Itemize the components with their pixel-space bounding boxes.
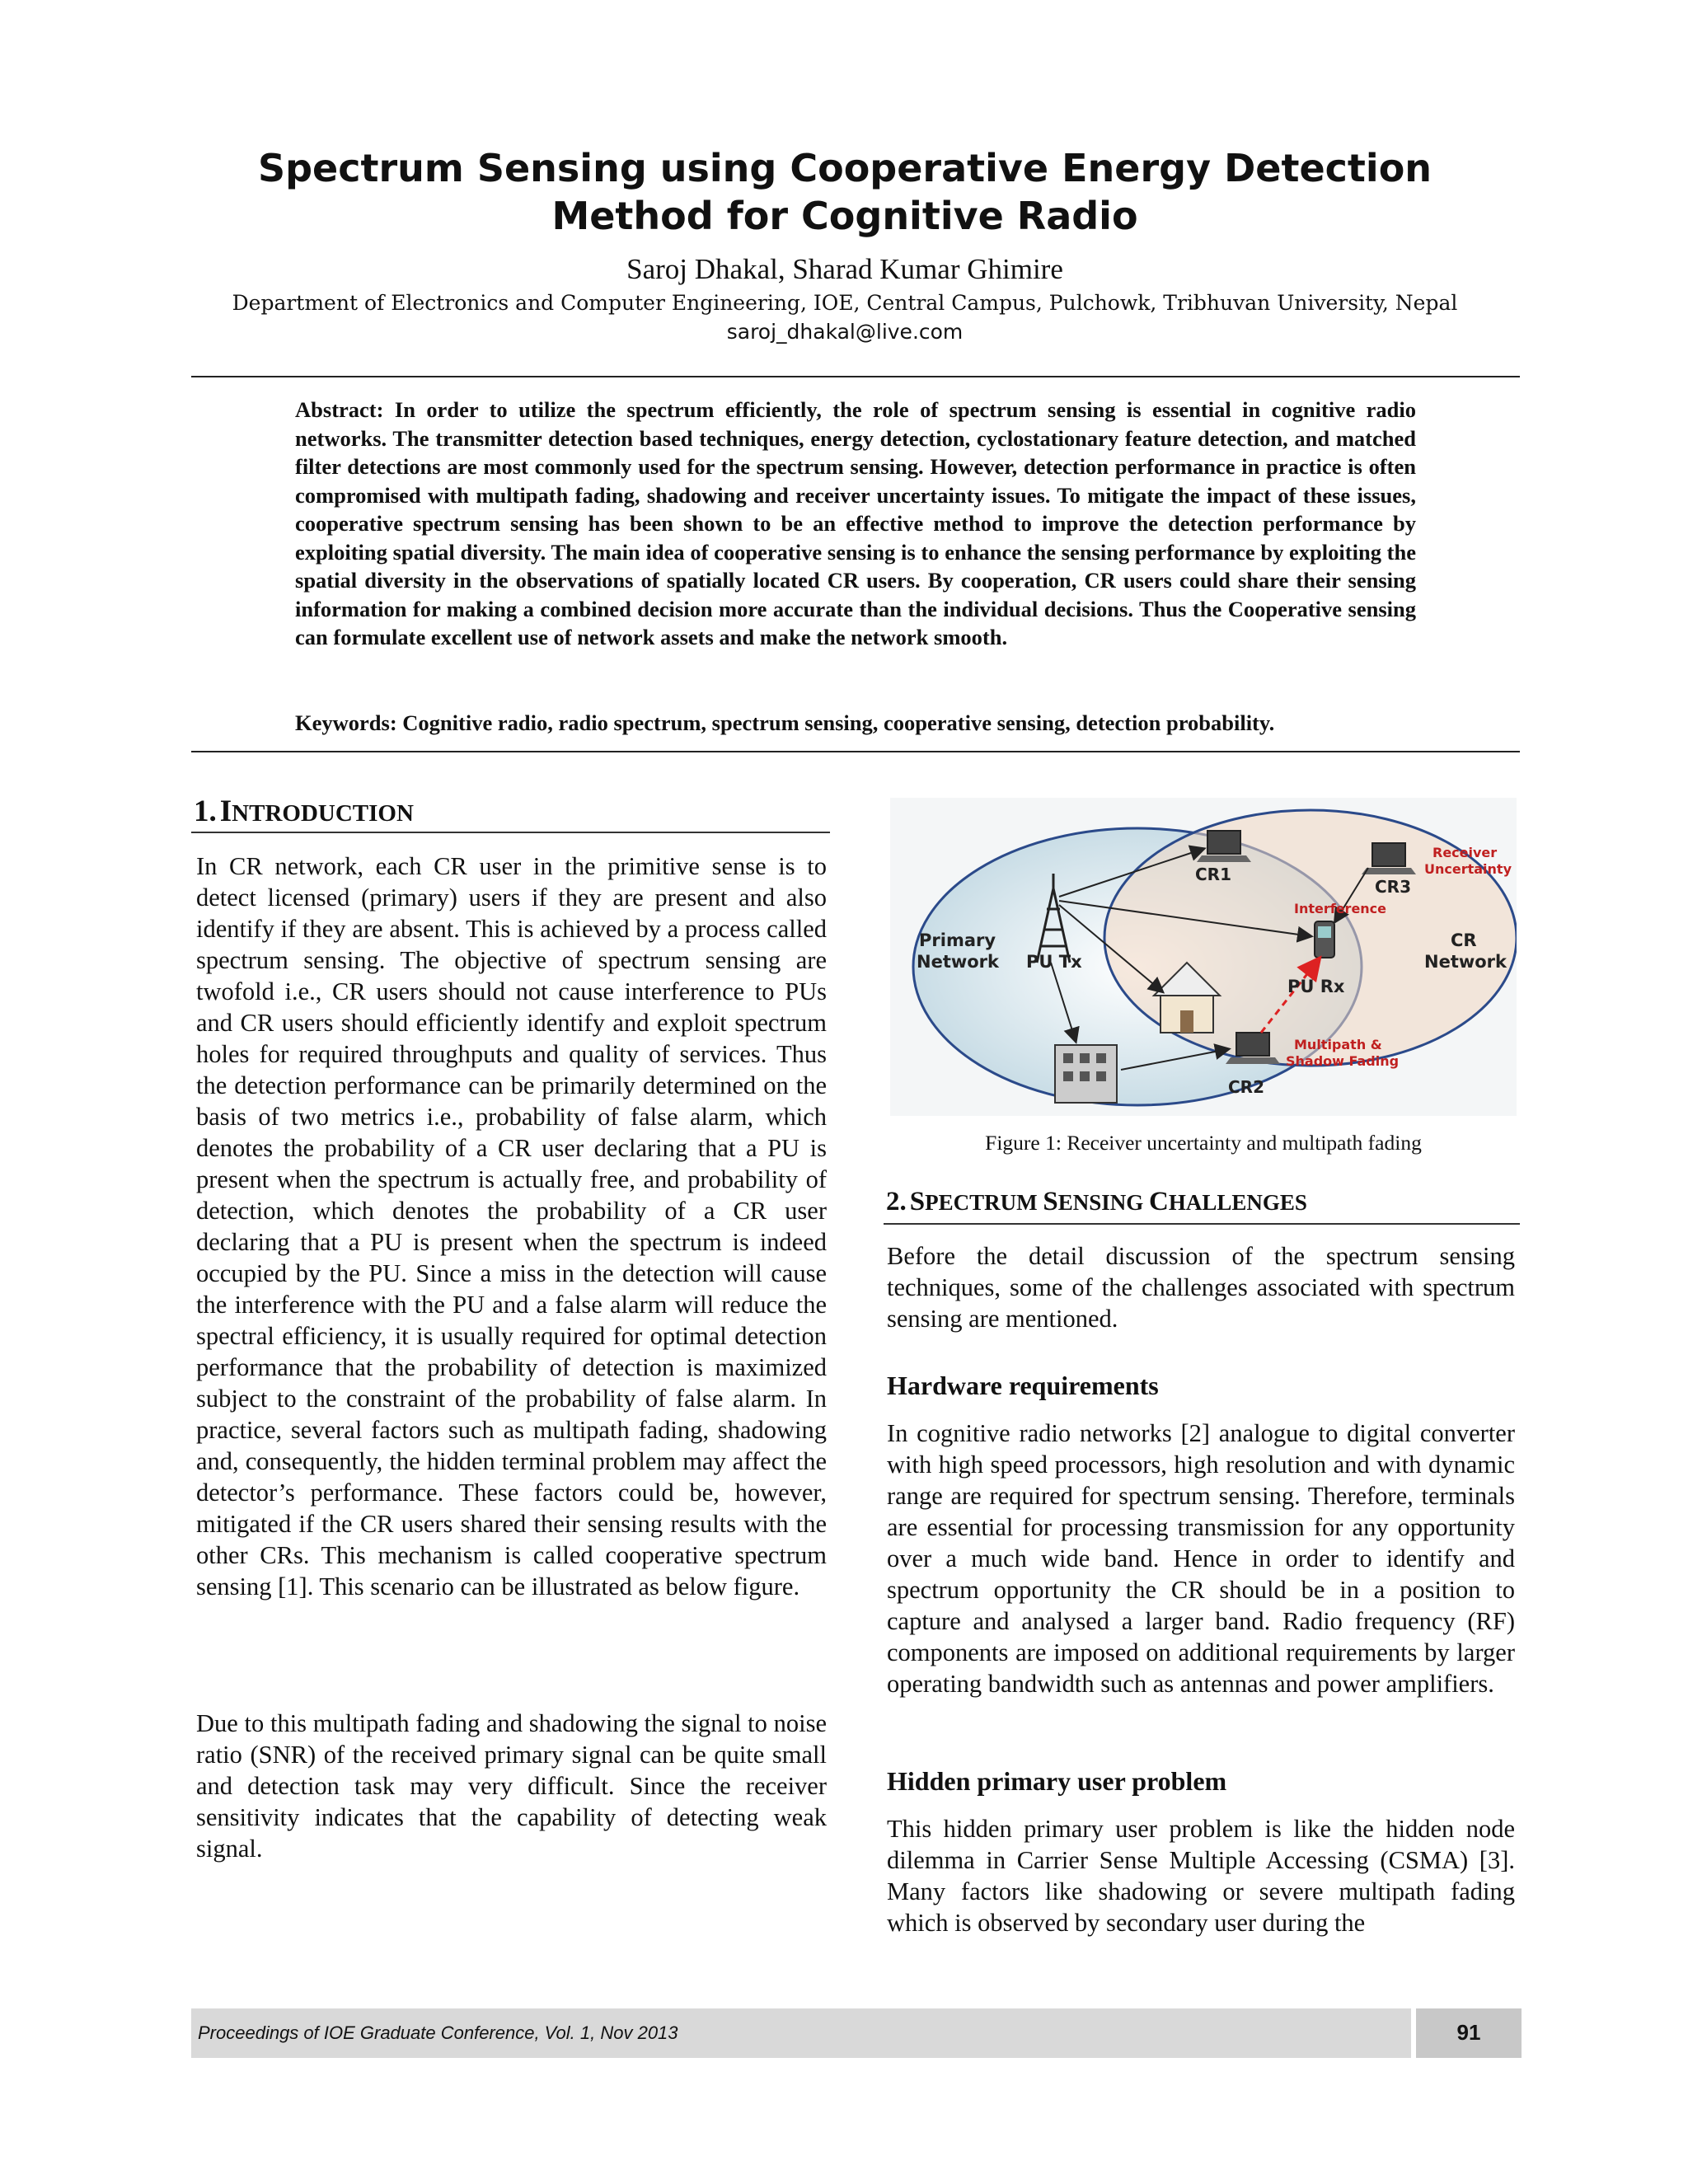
section-1-heading (194, 794, 414, 829)
section-2-title-part: C (1149, 1187, 1169, 1216)
label-cr-network-2: Network (1424, 952, 1507, 972)
keywords-text: Cognitive radio, radio spectrum, spectrum sensing, cooperative sensing, detection probability. (402, 710, 1275, 735)
label-pu-tx: PU Tx (1026, 952, 1082, 972)
label-cr1: CR1 (1195, 865, 1231, 884)
hidden-primary-user-heading: Hidden primary user problem (887, 1766, 1227, 1796)
abstract-label: Abstract: (295, 397, 384, 422)
label-receiver: Receiver (1432, 845, 1498, 860)
section-2-title-part: S (1043, 1187, 1058, 1216)
intro-paragraph-1: In CR network, each CR user in the primitive sense is to detect licensed (primary) users if they are present and also identify if they are absent. This is achieved by a process called spectrum sensing. The objective of spectrum sensing are twofold i.e., CR users should not cause interference to PUs and CR users should efficiently identify and exploit spectrum holes for required throughputs and quality of services. Thus the detection performance can be primarily determined on the basis of two metrics i.e., probability of false alarm, which denotes the probability of a CR user declaring that a PU is present when the spectrum is actually free, and probability of detection, which denotes the probability of a CR user declaring that a PU is present when the spectrum is indeed occupied by the PU. Since a miss in the detection will cause the interference with the PU and a false alarm will reduce the spectral efficiency, it is usually required for optimal detection performance that the probability of detection is maximized subject to the constraint of the probability of false alarm. In practice, several factors such as multipath fading, shadowing and, consequently, the hidden terminal problem may affect the detector’s performance. These factors could be, however, mitigated if the CR users shared their sensing results with the other CRs. This mechanism is called cooperative spectrum sensing [1]. This scenario can be illustrated as below figure. (196, 852, 827, 1601)
affiliation: Department of Electronics and Computer Engineering, IOE, Central Campus, Pulchowk, Tribhuvan University, Nepal (232, 291, 1458, 315)
section-2-title-part: PECTRUM (925, 1190, 1043, 1215)
label-cr-network-1: CR (1451, 930, 1477, 950)
keywords (295, 709, 1449, 737)
label-multipath-1: Multipath & (1294, 1037, 1382, 1052)
section-2-title-part: ENSING (1057, 1190, 1149, 1215)
top-rule (191, 376, 1520, 377)
section-2-heading (886, 1187, 1307, 1217)
section-1-rule (191, 832, 830, 833)
abstract (295, 396, 1416, 652)
pu-rx-phone-icon (1315, 921, 1334, 958)
section-2-rule (884, 1223, 1520, 1225)
section-2-title-part: S (909, 1187, 926, 1216)
label-pu-rx: PU Rx (1287, 977, 1345, 996)
figure-1 (890, 798, 1517, 1116)
title-line-1: Spectrum Sensing using Cooperative Energy Detection (257, 146, 1432, 190)
hidden-primary-user-text: This hidden primary user problem is like the hidden node dilemma in Carrier Sense Multiple Accessing (CSMA) [3]. Many factors like shadowing or severe multipath fading which is observed by secondary user during the (887, 1815, 1515, 1937)
challenges-intro: Before the detail discussion of the spectrum sensing techniques, some of the challenges associated with spectrum sensing are mentioned. (887, 1242, 1515, 1333)
abstract-bottom-rule (191, 751, 1520, 752)
label-uncertainty: Uncertainty (1424, 861, 1512, 877)
section-1-number: 1. (194, 794, 217, 828)
network-diagram (890, 798, 1517, 1116)
label-primary-network-2: Network (917, 952, 1000, 972)
hardware-requirements-heading: Hardware requirements (887, 1371, 1159, 1400)
authors: Saroj Dhakal, Sharad Kumar Ghimire (626, 253, 1063, 285)
abstract-text: In order to utilize the spectrum efficiently, the role of spectrum sensing is essential in cognitive radio networks. The transmitter detection based techniques, energy detection, cyclostationary feature detection, and matched filter detections are most commonly used for the spectrum sensing. However, detection performance in practice is often compromised with multipath fading, shadowing and receiver uncertainty issues. To mitigate the impact of these issues, cooperative spectrum sensing has been shown to be an effective method to improve the detection performance by exploiting spatial diversity. The main idea of cooperative sensing is to enhance the sensing performance by exploiting the spatial diversity in the observations of spatially located CR users. By cooperation, CR users could share their sensing information for making a combined decision more accurate than the individual decisions. Thus the Cooperative sensing can formulate excellent use of network assets and make the network smooth. (295, 397, 1417, 649)
title-line-2: Method for Cognitive Radio (551, 194, 1138, 238)
page-number: 91 (1456, 2020, 1481, 2045)
hardware-requirements-text: In cognitive radio networks [2] analogue to digital converter with high speed processors, high resolution and with dynamic range are required for spectrum sensing. Therefore, terminals are essential for processing transmission for any opportunity over a much wide band. Hence in order to identify and spectrum opportunity the CR should be in a position to capture and analysed a larger band. Radio frequency (RF) components are imposed on additional requirements by larger operating bandwidth such as antennas and power amplifiers. (887, 1419, 1515, 1698)
section-2-title-part: HALLENGES (1168, 1190, 1307, 1215)
footer-proceedings: Proceedings of IOE Graduate Conference, Vol. 1, Nov 2013 (198, 2022, 678, 2043)
label-cr2: CR2 (1228, 1077, 1264, 1097)
section-2-number: 2. (886, 1187, 907, 1216)
label-cr3: CR3 (1375, 877, 1411, 897)
paper-title (190, 144, 1500, 240)
section-1-title-rest: NTRODUCTION (232, 800, 414, 827)
label-primary-network-1: Primary (919, 930, 996, 950)
author-email: saroj_dhakal@live.com (726, 320, 964, 344)
label-interference: Interference (1294, 901, 1387, 916)
keywords-label: Keywords: (295, 710, 397, 735)
figure-1-caption: Figure 1: Receiver uncertainty and multipath fading (985, 1131, 1422, 1155)
building-icon (1055, 1045, 1117, 1103)
intro-paragraph-2: Due to this multipath fading and shadowing the signal to noise ratio (SNR) of the received primary signal can be quite small and detection task may very difficult. Since the receiver sensitivity indicates that the capability of detecting weak signal. (196, 1709, 827, 1863)
label-multipath-2: Shadow Fading (1286, 1053, 1400, 1069)
section-1-title-initial: I (219, 794, 232, 828)
